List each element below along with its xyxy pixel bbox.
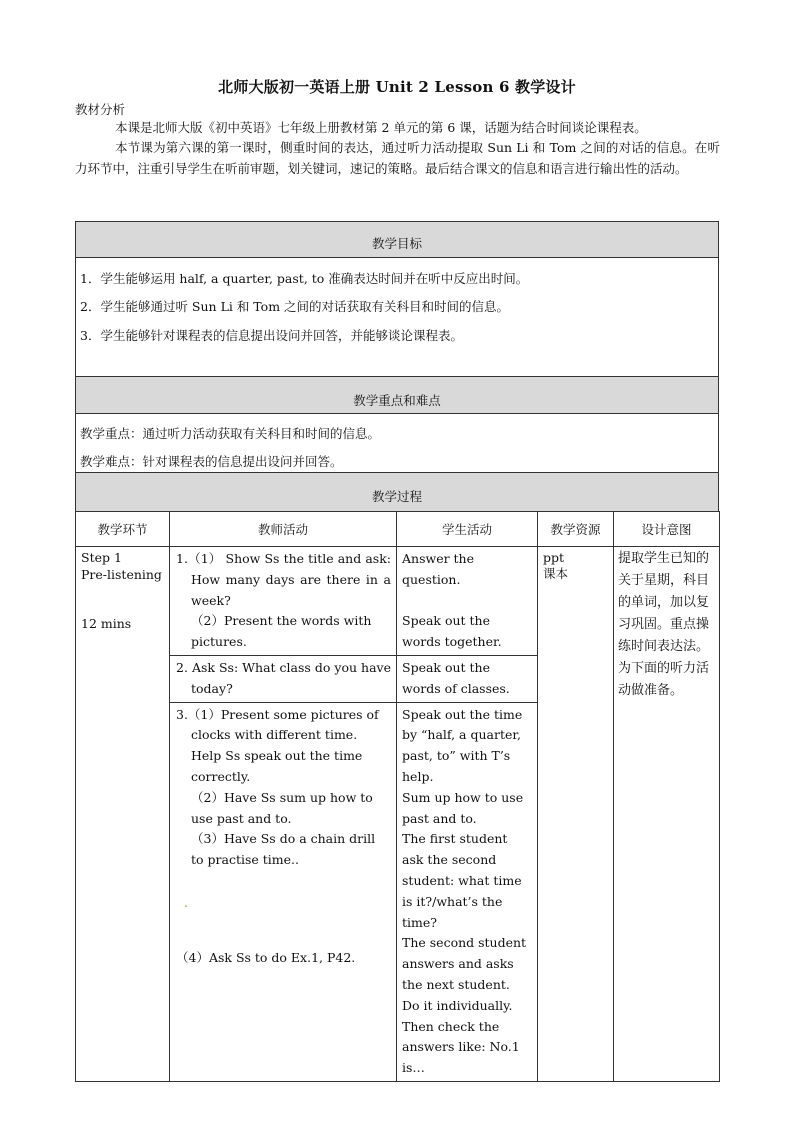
page-title: 北师大版初一英语上册 Unit 2 Lesson 6 教学设计 bbox=[218, 78, 576, 96]
resources-cell bbox=[538, 547, 614, 1082]
teacher-activity-line: 2. Ask Ss: What class do you have today? bbox=[176, 659, 391, 696]
key-point: 教学重点：通过听力活动获取有关科目和时间的信息。 bbox=[80, 426, 381, 441]
teacher-activity-line: （4）Ask Ss to do Ex.1, P42. bbox=[176, 949, 356, 965]
student-activity-line: Speak out the time by “half, a quarter, past, to” with T’s help. bbox=[402, 706, 523, 784]
step-cell bbox=[76, 547, 170, 1082]
resource-item: ppt bbox=[543, 550, 565, 565]
table-row bbox=[76, 547, 720, 656]
column-header: 教师活动 bbox=[170, 512, 397, 547]
column-header: 设计意图 bbox=[614, 512, 720, 547]
column-header: 教学环节 bbox=[76, 512, 170, 547]
analysis-paragraph-2: 本节课为第六课的第一课时，侧重时间的表达，通过听力活动提取 Sun Li 和 Tom 之间的对话的信息。在听力环节中，注重引导学生在听前审题，划关键词，速记的策略。最后结合课文的信息和语言进行输出性的活动。 bbox=[75, 140, 720, 176]
teacher-activity-line: （2）Have Ss sum up how to use past and to. bbox=[191, 789, 373, 826]
step-time: 12 mins bbox=[81, 616, 132, 631]
difficult-point: 教学难点：针对课程表的信息提出设问并回答。 bbox=[80, 454, 343, 469]
teacher-activity-line: 1.（1） Show Ss the title and ask: How many days are there in a week? bbox=[176, 551, 391, 608]
student-activity-line: Do it individually. bbox=[402, 997, 513, 1013]
student-activity-line: Answer the question. bbox=[402, 551, 475, 587]
resource-item: 课本 bbox=[543, 566, 569, 581]
process-table-header-row bbox=[76, 512, 720, 547]
process-table bbox=[75, 511, 720, 1082]
teacher-activity-line: （2）Present the words with pictures. bbox=[191, 613, 372, 650]
purpose-cell bbox=[614, 547, 720, 1082]
student-activity bbox=[397, 702, 538, 1081]
student-activity-line: Sum up how to use past and to. bbox=[402, 789, 524, 826]
keypoints-header: 教学重点和难点 bbox=[75, 376, 719, 414]
objective-item: 2．学生能够通过听 Sun Li 和 Tom 之间的对话获取有关科目和时间的信息。 bbox=[80, 299, 510, 314]
column-header: 教学资源 bbox=[538, 512, 614, 547]
stray-dot: . bbox=[184, 894, 188, 910]
step-stage: Pre-listening bbox=[81, 567, 162, 582]
analysis-heading: 教材分析 bbox=[75, 102, 126, 117]
student-activity-line: Then check the answers like: No.1 is… bbox=[402, 1018, 520, 1076]
objectives-header: 教学目标 bbox=[75, 221, 719, 258]
teacher-activity bbox=[170, 655, 397, 702]
student-activity-line: Speak out the words together. bbox=[402, 613, 502, 650]
objective-item: 1．学生能够运用 half, a quarter, past, to 准确表达时间并在听中反应出时间。 bbox=[80, 271, 529, 286]
teacher-activity bbox=[170, 702, 397, 1081]
student-activity-line: The second student answers and asks the next student. bbox=[402, 935, 527, 992]
student-activity-line: Speak out the words of classes. bbox=[402, 659, 510, 696]
student-activity-line: The first student ask the second student: what time is it?/what’s the time? bbox=[402, 831, 522, 930]
student-activity bbox=[397, 655, 538, 702]
teacher-activity bbox=[170, 547, 397, 656]
analysis-paragraph-1: 本课是北师大版《初中英语》七年级上册教材第 2 单元的第 6 课，话题为结合时间谈论课程表。 bbox=[115, 120, 647, 135]
process-header: 教学过程 bbox=[75, 472, 719, 512]
student-activity bbox=[397, 547, 538, 656]
design-purpose: 提取学生已知的关于星期，科目的单词，加以复习巩固。重点操练时间表达法。为下面的听力活动做准备。 bbox=[618, 551, 710, 698]
objective-item: 3．学生能够针对课程表的信息提出设问并回答，并能够谈论课程表。 bbox=[80, 328, 463, 343]
column-header: 学生活动 bbox=[397, 512, 538, 547]
step-name: Step 1 bbox=[81, 550, 122, 565]
teacher-activity-line: 3.（1）Present some pictures of clocks with different time. Help Ss speak out the time correctly. bbox=[176, 706, 379, 784]
teacher-activity-line: （3）Have Ss do a chain drill to practise time.. bbox=[191, 831, 376, 868]
